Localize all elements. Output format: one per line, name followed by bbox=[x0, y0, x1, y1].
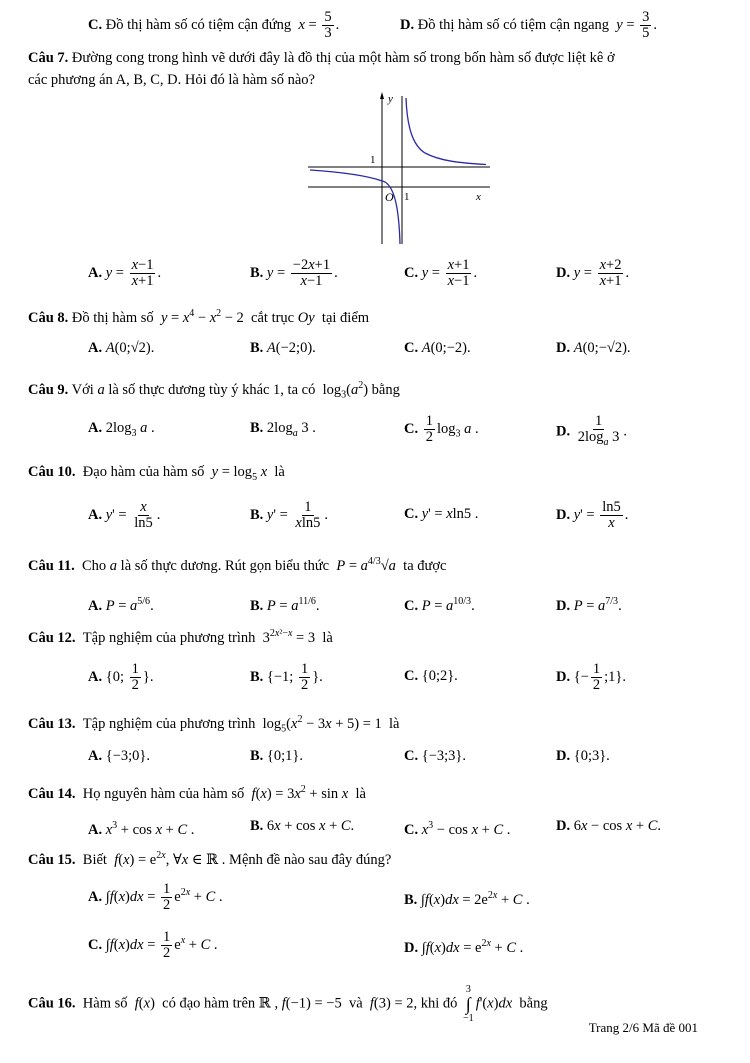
q10-option-d[interactable]: D. y' = $\frac{\ln 5}{x}$ . bbox=[556, 499, 629, 531]
x-axis-label: x bbox=[476, 191, 481, 203]
q11-option-b[interactable]: B. $P = a^{11/6}$. bbox=[250, 596, 320, 614]
q7-option-d[interactable]: D. y = $\frac{x+2}{x+1}$ . bbox=[556, 257, 630, 289]
q11-option-c[interactable]: C. $P = a^{10/3}$. bbox=[404, 596, 475, 614]
q13-option-b[interactable]: B. {0;1}. bbox=[250, 748, 303, 764]
q13-option-d[interactable]: D. {0;3}. bbox=[556, 748, 610, 764]
q15-option-b[interactable]: B. $\int f(x)dx = 2e^{2x} + C$ . bbox=[404, 890, 530, 908]
q12-text: Câu 12. Tập nghiệm của phương trình $3^{2x^2-x} = 3$ là bbox=[28, 628, 333, 646]
q9-option-c[interactable]: C. $\frac{1}{2}$ $\log_3 a$ . bbox=[404, 413, 479, 445]
q13-option-a[interactable]: A. {−3;0}. bbox=[88, 748, 150, 764]
page-footer: Trang 2/6 Mã đề 001 bbox=[588, 1020, 698, 1035]
q15-text: Câu 15. Biết $f(x) = e^{2x}$, ∀x ∈ ℝ . Mệnh đề nào sau đây đúng? bbox=[28, 850, 392, 868]
q7-text-line2: các phương án A, B, C, D. Hỏi đó là hàm số nào? bbox=[28, 72, 315, 88]
q12-option-d[interactable]: D. {− $\frac{1}{2}$ ;1}. bbox=[556, 661, 626, 693]
q13-text: Câu 13. Tập nghiệm của phương trình $\log_5(x^2 - 3x + 5) = 1$ là bbox=[28, 714, 400, 735]
q7-option-b[interactable]: B. y = $\frac{-2x+1}{x-1}$ . bbox=[250, 257, 338, 289]
q11-text: Câu 11. Cho a là số thực dương. Rút gọn biểu thức $P = a^{4/3}√a$ ta được bbox=[28, 556, 447, 574]
q10-text: Câu 10. Đạo hàm của hàm số $y = \log_5 x$ là bbox=[28, 464, 285, 483]
q7-option-c[interactable]: C. y = $\frac{x+1}{x-1}$ . bbox=[404, 257, 478, 289]
top-option-c: C. Đồ thị hàm số có tiệm cận đứng x = $\frac{5}{3}$ . bbox=[88, 9, 340, 41]
q9-text: Câu 9. Với a là số thực dương tùy ý khác 1, ta có $\log_3(a^2)$ bằng bbox=[28, 380, 400, 401]
q13-option-c[interactable]: C. {−3;3}. bbox=[404, 748, 466, 764]
q14-option-d[interactable]: D. 6x − cos x + C. bbox=[556, 818, 661, 834]
q14-option-a[interactable]: A. $x^3 + \cos x + C$ . bbox=[88, 820, 195, 838]
q9-option-a[interactable]: A. $2\log_3$ a . bbox=[88, 420, 155, 439]
q7-text-line1: Câu 7. Đường cong trong hình vẽ dưới đây là đồ thị của một hàm số trong bốn hàm số được liệt kê ở bbox=[28, 50, 615, 66]
q15-option-c[interactable]: C. ∫f(x)dx = $\frac{1}{2}$ $e^x + C$ . bbox=[88, 929, 218, 961]
q10-option-b[interactable]: B. y' = $\frac{1}{xln5}$ . bbox=[250, 499, 328, 531]
q14-text: Câu 14. Họ nguyên hàm của hàm số $f(x) = 3x^2 + \sin x$ là bbox=[28, 784, 366, 802]
q15-option-a[interactable]: A. ∫f(x)dx = $\frac{1}{2}$ $e^{2x} + C$ . bbox=[88, 881, 223, 913]
q7-graph bbox=[300, 90, 500, 250]
q14-option-c[interactable]: C. $x^3 - \cos x + C$ . bbox=[404, 820, 511, 838]
top-option-d: D. Đồ thị hàm số có tiệm cận ngang y = $\frac{3}{5}$ . bbox=[400, 9, 658, 41]
q9-option-d[interactable]: D. $\frac{1}{2\log_a 3}$ . bbox=[556, 413, 628, 448]
origin-label: O bbox=[385, 190, 394, 204]
y-axis-label: y bbox=[388, 93, 393, 105]
q8-option-d[interactable]: D. A(0;−√2). bbox=[556, 340, 631, 356]
q8-option-b[interactable]: B. A(−2;0). bbox=[250, 340, 316, 356]
q8-option-c[interactable]: C. A(0;−2). bbox=[404, 340, 471, 356]
y-tick-1: 1 bbox=[370, 154, 376, 166]
curve-left-branch bbox=[310, 170, 400, 244]
q10-option-a[interactable]: A. y' = $\frac{x}{\ln 5}$ . bbox=[88, 499, 161, 531]
q7-option-a[interactable]: A. y = $\frac{x-1}{x+1}$ . bbox=[88, 257, 162, 289]
q11-option-a[interactable]: A. $P = a^{5/6}$. bbox=[88, 596, 154, 614]
q14-option-b[interactable]: B. 6x + cos x + C. bbox=[250, 818, 355, 834]
q15-option-d[interactable]: D. $\int f(x)dx = e^{2x} + C$ . bbox=[404, 938, 524, 956]
x-tick-1: 1 bbox=[404, 191, 410, 203]
q8-option-a[interactable]: A. A(0;√2). bbox=[88, 340, 155, 356]
q11-option-d[interactable]: D. $P = a^{7/3}$. bbox=[556, 596, 622, 614]
q12-option-c[interactable]: C. {0;2}. bbox=[404, 668, 458, 684]
q9-option-b[interactable]: B. $2\log_a$ 3 . bbox=[250, 420, 316, 439]
q12-option-b[interactable]: B. {−1; $\frac{1}{2}$ }. bbox=[250, 661, 323, 693]
q16-text: Câu 16. Hàm số f(x) có đạo hàm trên ℝ , f(−1) = −5 và f(3) = 2, khi đó 3 ∫ −1 f'(x)dx bằng bbox=[28, 984, 548, 1024]
curve-right-branch bbox=[406, 98, 486, 165]
q8-text: Câu 8. Đồ thị hàm số $y = x^4 - x^2 - 2$ cắt trục Oy tại điểm bbox=[28, 308, 370, 326]
q10-option-c[interactable]: C. y' = xln5 . bbox=[404, 506, 479, 522]
q12-option-a[interactable]: A. {0; $\frac{1}{2}$ }. bbox=[88, 661, 154, 693]
